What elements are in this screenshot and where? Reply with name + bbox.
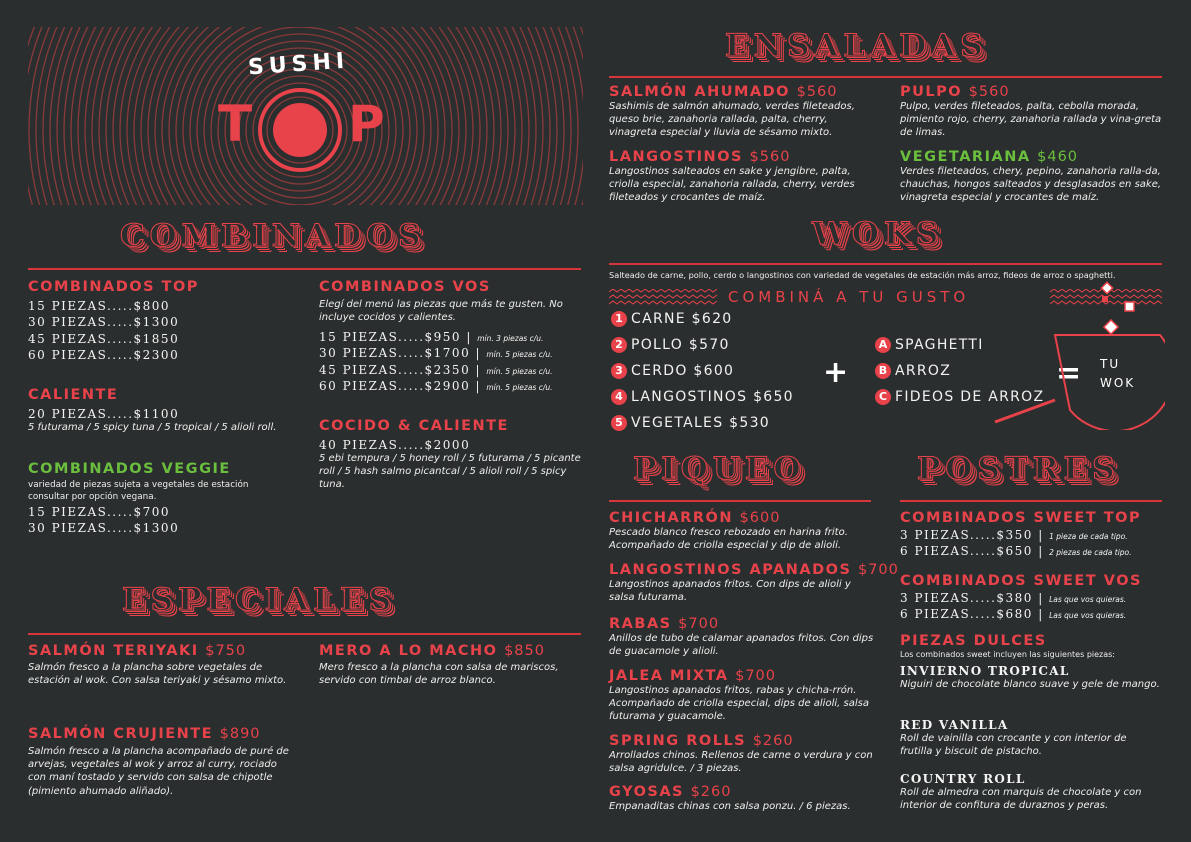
ensalada-heading: VEGETARIANA $460 — [900, 149, 1079, 165]
ensalada-desc: Verdes fileteados, chery, pepino, zanahoria ralla-da, chauchas, hongos salteados y desglasados en sake, vinagreta especial y crocantes de maíz. — [900, 166, 1162, 204]
cocido-heading: COCIDO & CALIENTE — [319, 418, 509, 434]
dulce-name: INVIERNO TROPICAL — [900, 664, 1070, 678]
piqueo-item — [609, 668, 874, 733]
sweet-vos-list — [900, 590, 1126, 623]
dulce-item — [900, 718, 1162, 772]
piqueo-desc: Pescado blanco fresco rebozado en harina frito. Acompañado de criolla especial y dip de alioli. — [609, 527, 848, 552]
piqueo-item — [609, 733, 874, 784]
protein-option: 1 CARNE $620 — [611, 311, 794, 337]
especial-desc: Mero fresco a la plancha con salsa de mariscos, servido con timbal de arroz blanco. — [319, 662, 559, 687]
especial-desc: Salmón fresco a la plancha sobre vegetales de estación al wok. Con salsa teriyaki y sésamo mixto. — [28, 662, 287, 687]
piqueo-desc: Arrollados chinos. Rellenos de carne o verdura y con salsa agridulce. / 3 piezas. — [609, 750, 873, 775]
price-row: 15 PIEZAS.....$800 — [28, 299, 171, 313]
dulce-desc: Roll de almedra con marquis de chocolate y con interior de confitura de duraznos y peras. — [900, 787, 1142, 812]
sweet-top-list — [900, 527, 1132, 560]
especial-heading: MERO A LO MACHO $850 — [319, 643, 545, 659]
price-row: 60 PIEZAS.....$2300 — [28, 348, 180, 363]
piqueo-rule — [609, 500, 871, 502]
dulce-name: COUNTRY ROLL — [900, 772, 1026, 786]
dulce-item — [900, 664, 1162, 718]
combina-heading: COMBINÁ A TU GUSTO — [728, 288, 970, 306]
ensalada-heading: PULPO $560 — [900, 84, 1010, 100]
piqueo-desc: Langostinos apanados fritos. Con dips de alioli y salsa futurama. — [609, 579, 851, 604]
dulce-name: RED VANILLA — [900, 718, 1009, 732]
dulce-desc: Roll de vainilla con crocante y con interior de frutilla y biscuit de pistacho. — [900, 733, 1127, 758]
especial-heading: SALMÓN CRUJIENTE $890 — [28, 726, 261, 742]
combinados-vos-heading: COMBINADOS VOS — [319, 279, 491, 295]
woks-desc: Salteado de carne, pollo, cerdo o langostinos con variedad de vegetales de estación más arroz, fideos de arroz o spaghetti. — [609, 270, 1116, 280]
piqueo-desc: Empanaditas chinas con salsa ponzu. / 6 piezas. — [609, 801, 851, 812]
especial-heading: SALMÓN TERIYAKI $750 — [28, 643, 247, 659]
piqueo-item — [609, 562, 899, 616]
protein-option: 3 CERDO $600 — [611, 363, 794, 389]
zigzag-left — [609, 289, 719, 305]
ensalada-desc: Pulpo, verdes fileteados, palta, cebolla morada, pimiento rojo, cherry, zanahoria rallada y vina-greta de limas. — [900, 101, 1162, 139]
price-row: 45 PIEZAS.....$2350 | mín. 5 piezas c/u. — [319, 362, 553, 377]
protein-option: 5 VEGETALES $530 — [611, 415, 794, 441]
piezas-dulces-desc: Los combinados sweet incluyen las siguientes piezas: — [900, 650, 1115, 659]
base-option: A SPAGHETTI — [875, 337, 1044, 363]
piqueo-title: PIQUEO — [633, 451, 806, 487]
ensalada-desc: Sashimis de salmón ahumado, verdes fileteados, queso brie, zanahoria rallada, palta, cherry, vinagreta especial y lluvia de sésamo mixto. — [609, 101, 855, 139]
especiales-title: ESPECIALES — [122, 582, 396, 618]
sweet-top-heading: COMBINADOS SWEET TOP — [900, 510, 1142, 526]
tu-wok-label — [1100, 355, 1135, 393]
postres-rule — [900, 500, 1162, 502]
veggie-desc: variedad de piezas sujeta a vegetales de estación consultar por opción vegana. — [28, 480, 249, 502]
piqueo-list — [609, 510, 899, 824]
price-row: 30 PIEZAS.....$1300 — [28, 521, 180, 536]
combinados-top-list — [28, 298, 179, 364]
piqueo-heading: SPRING ROLLS $260 — [609, 733, 794, 749]
plus-sign: + — [823, 355, 849, 390]
ensalada-heading: SALMÓN AHUMADO $560 — [609, 84, 838, 100]
dulce-desc: Niguiri de chocolate blanco suave y gele de mango. — [900, 679, 1160, 690]
caliente-heading: CALIENTE — [28, 387, 119, 403]
piezas-dulces-heading: PIEZAS DULCES — [900, 633, 1047, 649]
logo-t: T — [218, 95, 253, 153]
veggie-list — [28, 504, 179, 537]
piqueo-item — [609, 510, 874, 562]
tu-text: TU — [1100, 357, 1121, 371]
woks-rule — [609, 263, 1162, 265]
sweet-vos-heading: COMBINADOS SWEET VOS — [900, 573, 1142, 589]
piqueo-item — [609, 784, 874, 824]
ensalada-heading: LANGOSTINOS $560 — [609, 149, 791, 165]
piqueo-heading: RABAS $700 — [609, 616, 720, 632]
cocido-desc: 5 ebi tempura / 5 honey roll / 5 futurama / 5 picante roll / 5 hash salmo picantcal / 5 alioli roll / 5 spicy tuna. — [319, 453, 581, 491]
price-row: 60 PIEZAS.....$2900 | mín. 5 piezas c/u. — [319, 379, 553, 394]
woks-title: WOKS — [812, 216, 944, 252]
piqueo-heading: LANGOSTINOS APANADOS $700 — [609, 562, 899, 578]
piqueo-heading: GYOSAS $260 — [609, 784, 732, 800]
dulces-list — [900, 664, 1162, 816]
price-row: 6 PIEZAS.....$680 | Las que vos quieras. — [900, 607, 1127, 622]
combinados-vos-list — [319, 329, 553, 395]
price-row: 15 PIEZAS.....$700 — [28, 505, 171, 519]
ensaladas-rule — [609, 76, 1162, 78]
combinados-vos-desc: Elegí del menú las piezas que más te gusten. No incluye cocidos y calientes. — [319, 299, 563, 324]
ensalada-desc: Langostinos salteados en sake y jengibre, palta, criolla especial, zanahoria rallada, cherry, verdes fileteados y crocantes de maíz. — [609, 166, 855, 204]
piqueo-heading: JALEA MIXTA $700 — [609, 668, 776, 684]
protein-list — [611, 311, 794, 441]
veggie-heading: COMBINADOS VEGGIE — [28, 461, 231, 477]
base-option: B ARROZ — [875, 363, 1044, 389]
logo-p: P — [348, 95, 385, 153]
especiales-rule — [28, 633, 581, 635]
piqueo-desc: Anillos de tubo de calamar apanados fritos. Con dips de guacamole y alioli. — [609, 633, 874, 658]
price-row: 3 PIEZAS.....$380 | Las que vos quieras. — [900, 591, 1127, 605]
piqueo-desc: Langostinos apanados fritos, rabas y chicha-rrón. Acompañado de criolla especial, dips de alioli, salsa futurama y guacamole. — [609, 685, 869, 723]
wok-text: WOK — [1100, 376, 1136, 390]
ensaladas-title: ENSALADAS — [725, 28, 988, 64]
base-option: C FIDEOS DE ARROZ — [875, 389, 1044, 415]
equals-sign: = — [1056, 356, 1082, 391]
wok-icon — [985, 280, 1165, 430]
postres-title: POSTRES — [917, 451, 1120, 487]
logo-sushi: SUSHI — [247, 48, 350, 81]
cocido-row: 40 PIEZAS.....$2000 — [319, 438, 471, 452]
price-row: 30 PIEZAS.....$1300 — [28, 315, 180, 330]
combinados-rule — [28, 268, 581, 270]
dulce-item — [900, 772, 1162, 816]
piqueo-heading: CHICHARRÓN $600 — [609, 510, 781, 526]
especial-desc: Salmón fresco a la plancha acompañado de puré de arvejas, vegetales al wok y arroz al curry, rociado con maní tostado y servido con salsa de chipotle (pimiento ahumado aliñado). — [28, 746, 289, 797]
combinados-top-heading: COMBINADOS TOP — [28, 279, 199, 295]
price-row: 45 PIEZAS.....$1850 — [28, 331, 180, 346]
protein-option: 4 LANGOSTINOS $650 — [611, 389, 794, 415]
price-row: 6 PIEZAS.....$650 | 2 piezas de cada tipo. — [900, 544, 1132, 559]
price-row: 3 PIEZAS.....$350 | 1 pieza de cada tipo. — [900, 528, 1128, 542]
price-row: 30 PIEZAS.....$1700 | mín. 5 piezas c/u. — [319, 346, 553, 361]
price-row: 15 PIEZAS.....$950 | mín. 3 piezas c/u. — [319, 330, 544, 344]
combinados-title: COMBINADOS — [120, 218, 426, 254]
protein-option: 2 POLLO $570 — [611, 337, 794, 363]
caliente-row: 20 PIEZAS.....$1100 — [28, 407, 180, 421]
piqueo-item — [609, 616, 874, 668]
caliente-desc: 5 futurama / 5 spicy tuna / 5 tropical / 5 alioli roll. — [28, 422, 277, 433]
